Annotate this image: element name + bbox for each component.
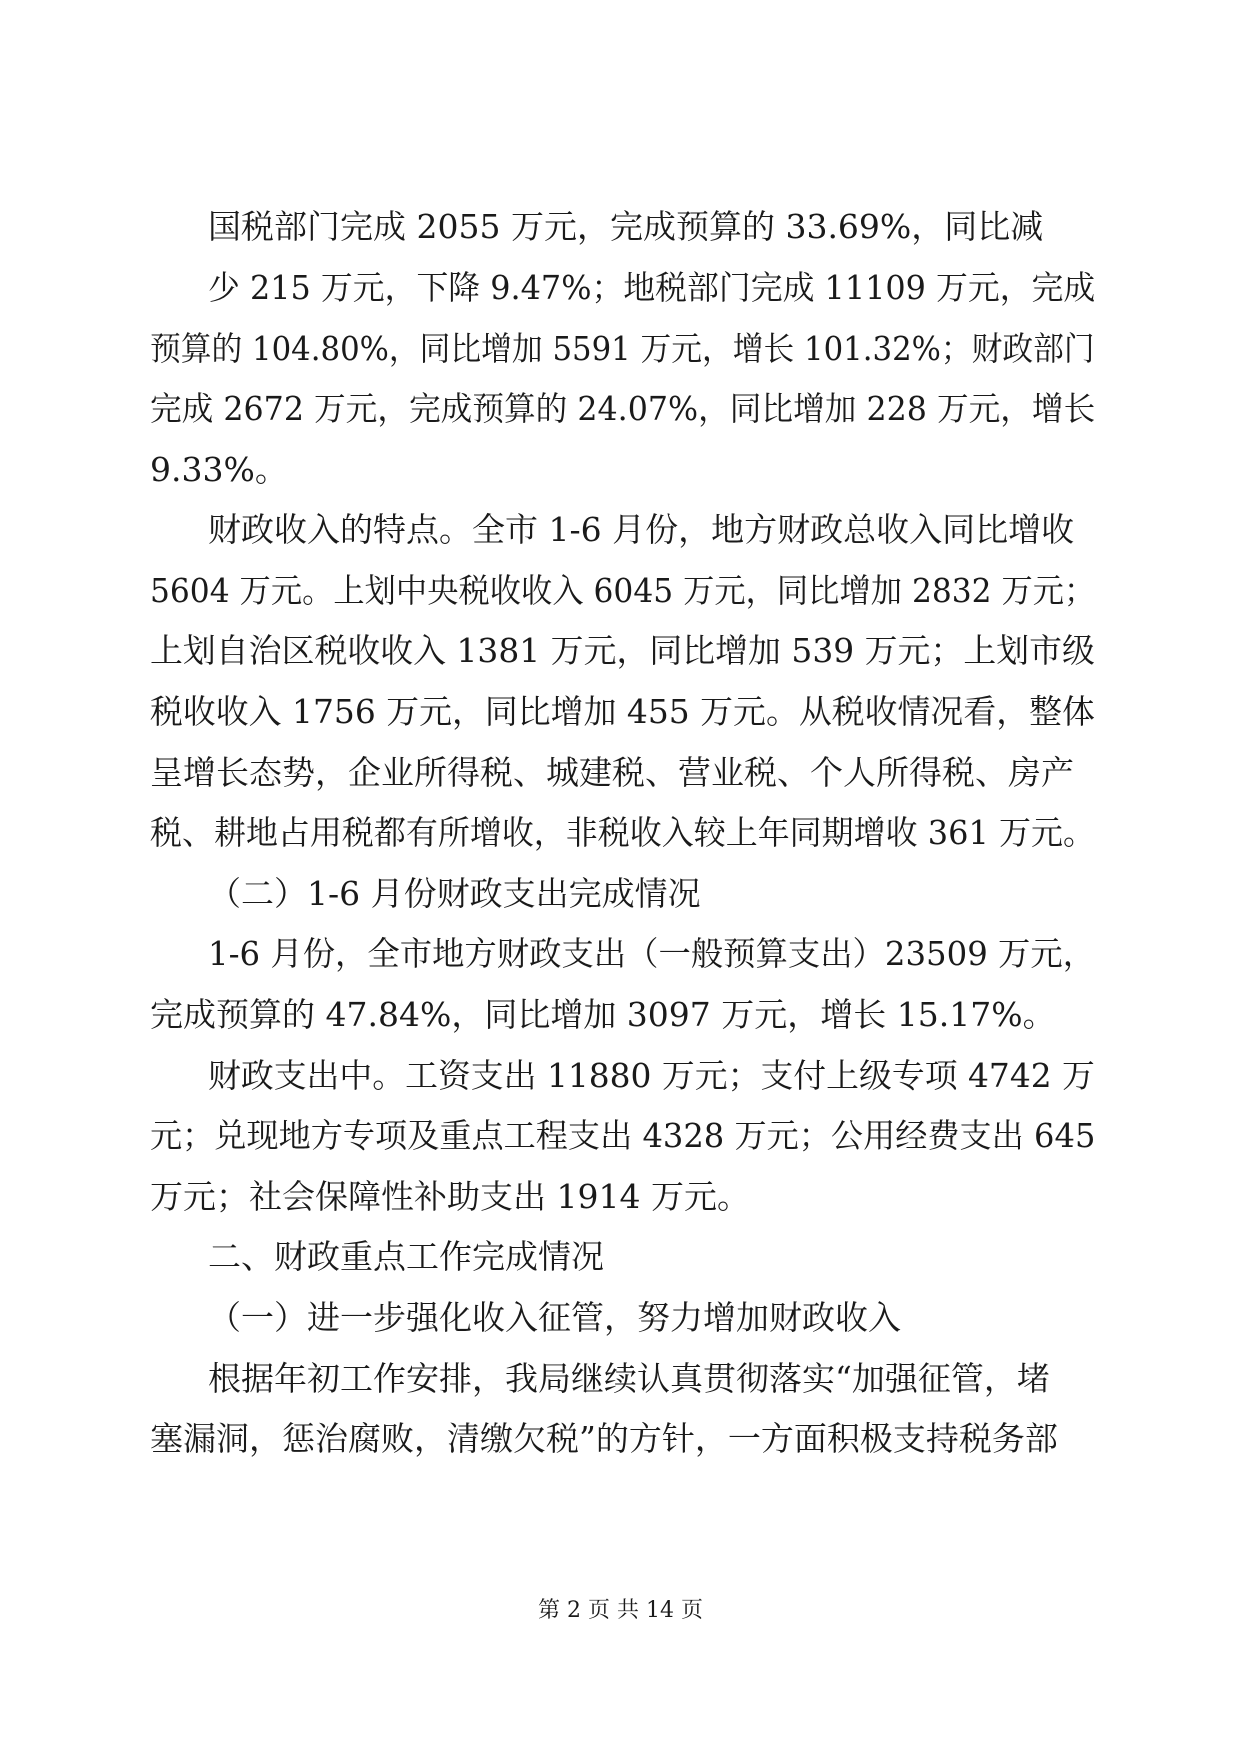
- paragraph-line: 根据年初工作安排，我局继续认真贯彻落实“加强征管，堵: [208, 1359, 1050, 1398]
- paragraph-line: 元；兑现地方专项及重点工程支出 4328 万元；公用经费支出 645: [150, 1116, 1096, 1155]
- section-heading: （一）进一步强化收入征管，努力增加财政收入: [208, 1298, 901, 1337]
- paragraph-line: 5604 万元。上划中央税收收入 6045 万元，同比增加 2832 万元；: [150, 571, 1096, 610]
- paragraph-line: 万元；社会保障性补助支出 1914 万元。: [150, 1177, 750, 1216]
- paragraph-line: 税收收入 1756 万元，同比增加 455 万元。从税收情况看，整体: [150, 692, 1095, 731]
- paragraph-line: 1-6 月份，全市地方财政支出（一般预算支出）23509 万元，: [208, 934, 1096, 973]
- paragraph-line: 财政支出中。工资支出 11880 万元；支付上级专项 4742 万: [208, 1056, 1095, 1095]
- paragraph-line: 税、耕地占用税都有所增收，非税收入较上年同期增收 361 万元。: [150, 813, 1095, 852]
- section-heading: （二）1-6 月份财政支出完成情况: [208, 874, 701, 913]
- section-heading: 二、财政重点工作完成情况: [208, 1237, 604, 1276]
- paragraph-line: 国税部门完成 2055 万元，完成预算的 33.69%，同比减: [208, 207, 1044, 246]
- paragraph-line: 9.33%。: [150, 450, 288, 489]
- page-number-footer: 第 2 页 共 14 页: [538, 1598, 703, 1623]
- paragraph-line: 财政收入的特点。全市 1-6 月份，地方财政总收入同比增收: [208, 510, 1075, 549]
- paragraph-line: 呈增长态势，企业所得税、城建税、营业税、个人所得税、房产: [150, 753, 1074, 792]
- paragraph-line: 少 215 万元，下降 9.47%；地税部门完成 11109 万元，完成: [208, 268, 1096, 307]
- paragraph-line: 预算的 104.80%，同比增加 5591 万元，增长 101.32%；财政部门: [150, 329, 1095, 368]
- paragraph-line: 上划自治区税收收入 1381 万元，同比增加 539 万元；上划市级: [150, 631, 1095, 670]
- paragraph-line: 完成预算的 47.84%，同比增加 3097 万元，增长 15.17%。: [150, 995, 1056, 1034]
- paragraph-line: 塞漏洞，惩治腐败，清缴欠税”的方针，一方面积极支持税务部: [150, 1419, 1058, 1458]
- paragraph-line: 完成 2672 万元，完成预算的 24.07%，同比增加 228 万元，增长: [150, 389, 1096, 428]
